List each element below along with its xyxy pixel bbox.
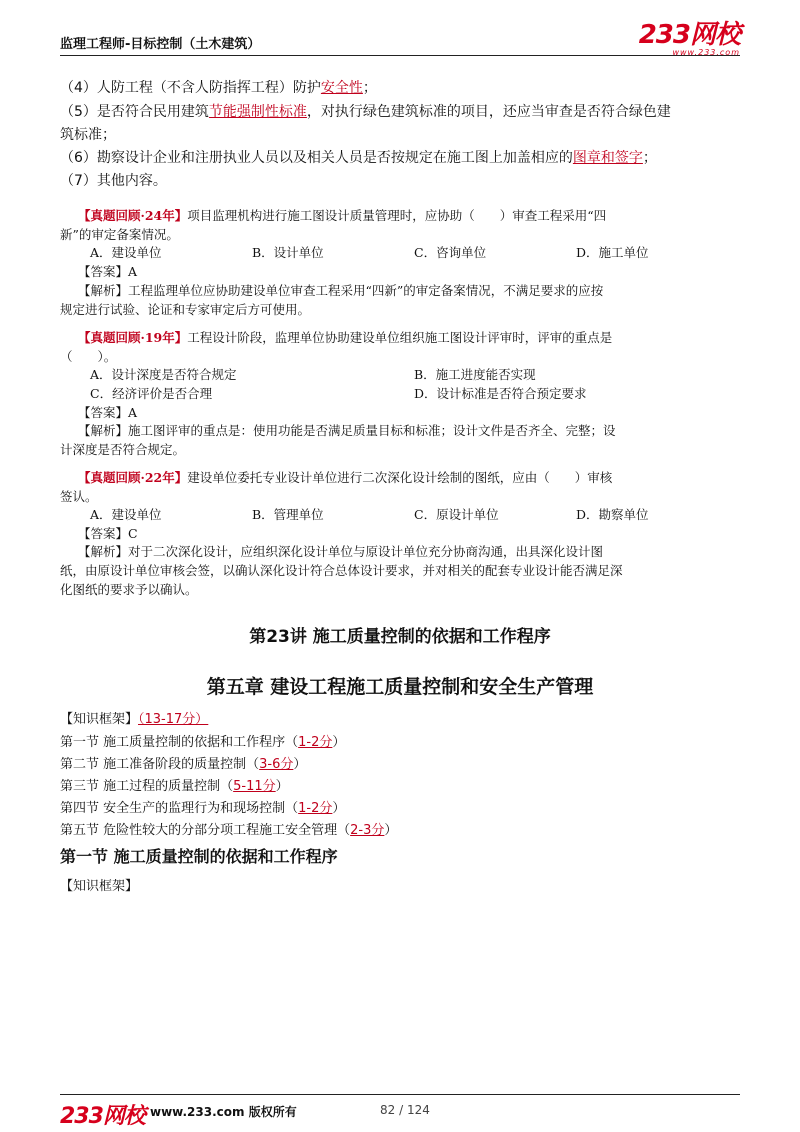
brand-logo-url: www.233.com bbox=[672, 48, 740, 57]
page-number: 82 / 124 bbox=[380, 1103, 430, 1117]
question-year-tag: 【真题回顾·19年】 bbox=[78, 330, 188, 345]
document-header-title: 监理工程师-目标控制（土木建筑） bbox=[60, 37, 261, 52]
analysis-cont: 化图纸的要求予以确认。 bbox=[60, 582, 198, 597]
section-title: 第一节 施工质量控制的依据和工作程序 bbox=[60, 847, 338, 866]
section-item: 第五节 危险性较大的分部分项工程施工安全管理（2-3分） bbox=[60, 823, 398, 838]
analysis-cont: 计深度是否符合规定。 bbox=[60, 442, 186, 457]
question-stem: 【真题回顾·19年】工程设计阶段，监理单位协助建设单位组织施工图设计评审时，评审的重点是 bbox=[78, 330, 613, 345]
analysis: 【解析】对于二次深化设计，应组织深化设计单位与原设计单位充分协商沟通，出具深化设计图 bbox=[78, 544, 604, 559]
option-a: A．建设单位 bbox=[90, 507, 162, 522]
question-stem-cont: （ ）。 bbox=[60, 349, 117, 364]
question-year-tag: 【真题回顾·24年】 bbox=[78, 208, 188, 223]
section-item: 第二节 施工准备阶段的质量控制（3-6分） bbox=[60, 757, 307, 772]
option-c: C．经济评价是否合理 bbox=[90, 386, 213, 401]
brand-logo[interactable] bbox=[639, 22, 740, 57]
list-item: （7）其他内容。 bbox=[60, 173, 167, 189]
list-item: （5）是否符合民用建筑节能强制性标准，对执行绿色建筑标准的项目，还应当审查是否符合绿色建 bbox=[60, 104, 671, 120]
section-item: 第四节 安全生产的监理行为和现场控制（1-2分） bbox=[60, 801, 346, 816]
option-a: A．建设单位 bbox=[90, 245, 162, 260]
list-item: （4）人防工程（不含人防指挥工程）防护安全性； bbox=[60, 80, 377, 96]
option-d: D．设计标准是否符合预定要求 bbox=[414, 386, 587, 401]
option-b: B．设计单位 bbox=[252, 245, 324, 260]
option-d: D．施工单位 bbox=[576, 245, 649, 260]
header-divider bbox=[60, 55, 740, 56]
footer-copyright: www.233.com 版权所有 bbox=[150, 1105, 297, 1119]
list-item: 筑标准； bbox=[60, 127, 116, 143]
chapter-title: 第五章 建设工程施工质量控制和安全生产管理 bbox=[206, 676, 594, 698]
option-b: B．施工进度能否实现 bbox=[414, 367, 536, 382]
brand-logo-text: 233网校 bbox=[638, 20, 740, 50]
analysis-cont: 规定进行试验、论证和专家审定后方可使用。 bbox=[60, 302, 311, 317]
option-d: D．勘察单位 bbox=[576, 507, 649, 522]
option-b: B．管理单位 bbox=[252, 507, 324, 522]
framework-heading: 【知识框架】（13-17分） bbox=[60, 712, 209, 727]
question-stem-cont: 签认。 bbox=[60, 489, 98, 504]
question-year-tag: 【真题回顾·22年】 bbox=[78, 470, 188, 485]
analysis-cont: 纸，由原设计单位审核会签，以确认深化设计符合总体设计要求，并对相关的配套专业设计能否满足深 bbox=[60, 563, 623, 578]
list-item: （6）勘察设计企业和注册执业人员以及相关人员是否按规定在施工图上加盖相应的图章和签字； bbox=[60, 150, 657, 166]
footer-logo[interactable]: 233网校 bbox=[60, 1104, 145, 1129]
option-a: A．设计深度是否符合规定 bbox=[90, 367, 237, 382]
option-c: C．原设计单位 bbox=[414, 507, 499, 522]
analysis: 【解析】施工图评审的重点是：使用功能是否满足质量目标和标准；设计文件是否齐全、完整；设 bbox=[78, 423, 616, 438]
footer-divider bbox=[60, 1094, 740, 1095]
question-stem: 【真题回顾·22年】建设单位委托专业设计单位进行二次深化设计绘制的图纸，应由（ ）审核 bbox=[78, 470, 613, 485]
question-stem: 【真题回顾·24年】项目监理机构进行施工图设计质量管理时，应协助（ ）审查工程采用“四 bbox=[78, 208, 607, 223]
section-item: 第三节 施工过程的质量控制（5-11分） bbox=[60, 779, 289, 794]
option-c: C．咨询单位 bbox=[414, 245, 487, 260]
answer: 【答案】A bbox=[78, 405, 138, 420]
section-item: 第一节 施工质量控制的依据和工作程序（1-2分） bbox=[60, 735, 346, 750]
answer: 【答案】A bbox=[78, 264, 138, 279]
framework-heading: 【知识框架】 bbox=[60, 879, 139, 894]
lecture-title: 第23讲 施工质量控制的依据和工作程序 bbox=[249, 627, 551, 647]
question-stem-cont: 新”的审定备案情况。 bbox=[60, 227, 179, 242]
analysis: 【解析】工程监理单位应协助建设单位审查工程采用“四新”的审定备案情况，不满足要求的应按 bbox=[78, 283, 604, 298]
answer: 【答案】C bbox=[78, 526, 138, 541]
